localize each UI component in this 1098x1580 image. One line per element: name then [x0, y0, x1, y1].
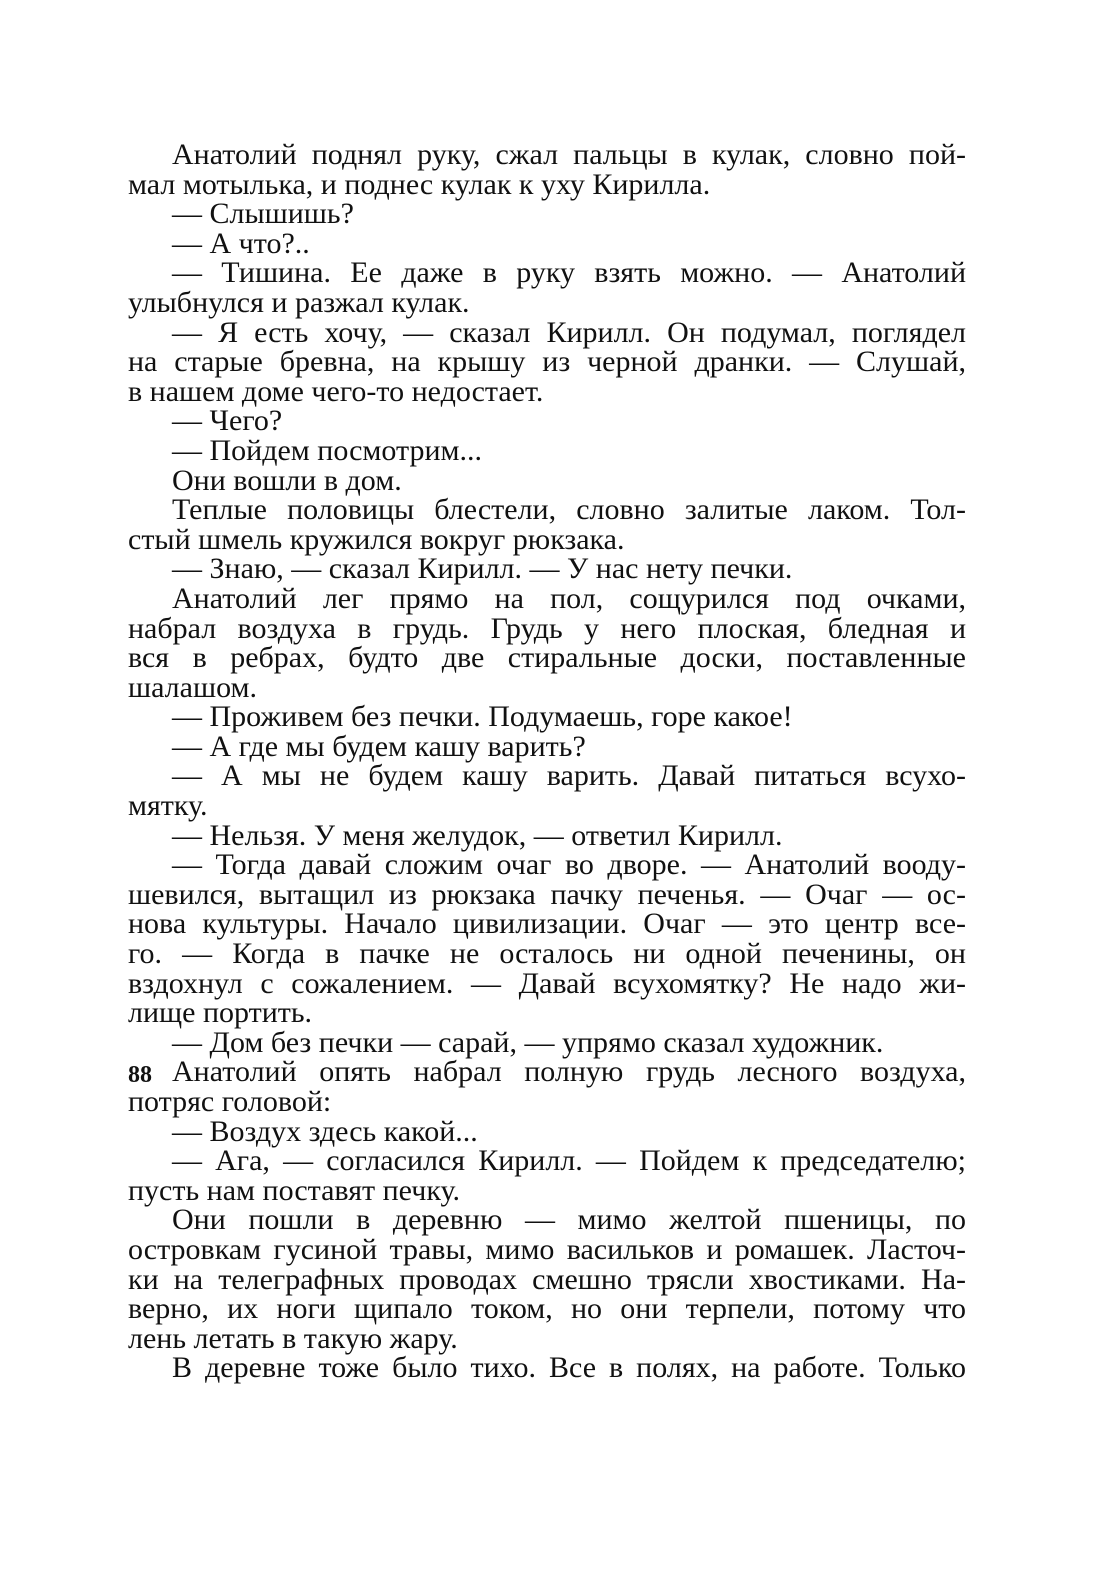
text-line: — А что?..: [172, 226, 310, 260]
text-line: пусть нам поставят печку.: [128, 1173, 460, 1207]
text-line: шевился, вытащил из рюкзака пачку печенья. — Очаг — ос-: [128, 877, 966, 911]
text-line: в нашем доме чего-то недостает.: [128, 374, 544, 408]
text-line: набрал воздуха в грудь. Грудь у него плоская, бледная и: [128, 611, 966, 645]
text-line: — Дом без печки — сарай, — упрямо сказал художник.: [172, 1025, 884, 1059]
text-line: островкам гусиной травы, мимо васильков и ромашек. Ласточ-: [128, 1232, 966, 1266]
text-line: нова культуры. Начало цивилизации. Очаг — это центр все-: [128, 907, 966, 941]
text-line: — Тогда давай сложим очаг во дворе. — Анатолий вооду-: [172, 848, 966, 882]
text-line: верно, их ноги щипало током, но они терпели, потому что: [128, 1292, 966, 1326]
text-line: улыбнулся и разжал кулак.: [128, 285, 470, 319]
text-line: В деревне тоже было тихо. Все в полях, на работе. Только: [172, 1351, 966, 1385]
text-line: — Проживем без печки. Подумаешь, горе какое!: [172, 700, 793, 734]
text-line: мал мотылька, и поднес кулак к уху Кирилла.: [128, 167, 711, 201]
text-line: — Нельзя. У меня желудок, — ответил Кирилл.: [172, 818, 783, 852]
text-line: — Воздух здесь какой...: [172, 1114, 478, 1148]
text-line: го. — Когда в пачке не осталось ни одной печенины, он: [128, 937, 966, 971]
text-line: — А мы не будем кашу варить. Давай питаться всухо-: [172, 759, 966, 793]
text-line: стый шмель кружился вокруг рюкзака.: [128, 522, 625, 556]
text-line: ки на телеграфных проводах смешно трясли хвостиками. На-: [128, 1262, 966, 1296]
text-line: — Знаю, — сказал Кирилл. — У нас нету печки.: [172, 552, 793, 586]
text-line: шалашом.: [128, 670, 257, 704]
text-line: Они вошли в дом.: [172, 463, 402, 497]
text-line: — Ага, — согласился Кирилл. — Пойдем к председателю;: [172, 1144, 966, 1178]
text-line: лень летать в такую жару.: [128, 1321, 458, 1355]
text-line: — Чего?: [172, 404, 283, 438]
page-number: 88: [128, 1062, 152, 1088]
text-line: Анатолий опять набрал полную грудь лесного воздуха,: [172, 1055, 966, 1089]
text-line: вся в ребрах, будто две стиральные доски, поставленные: [128, 641, 966, 675]
text-line: — Тишина. Ее даже в руку взять можно. — Анатолий: [172, 256, 966, 290]
text-line: лище портить.: [128, 996, 313, 1030]
text-line: Анатолий поднял руку, сжал пальцы в кулак, словно пой-: [172, 138, 966, 171]
text-line: Теплые половицы блестели, словно залитые лаком. Тол-: [172, 493, 966, 527]
text-line: вздохнул с сожалением. — Давай всухомятку? Не надо жи-: [128, 966, 966, 1000]
text-line: — А где мы будем кашу варить?: [172, 729, 586, 763]
text-line: — Слышишь?: [172, 197, 354, 231]
text-line: Они пошли в деревню — мимо желтой пшеницы, по: [172, 1203, 966, 1237]
text-line: на старые бревна, на крышу из черной дранки. — Слушай,: [128, 345, 966, 379]
text-line: Анатолий лег прямо на пол, сощурился под очками,: [172, 581, 966, 615]
body-text: [128, 140, 966, 1383]
text-line: мятку.: [128, 789, 208, 823]
text-line: — Я есть хочу, — сказал Кирилл. Он подумал, поглядел: [172, 315, 966, 349]
text-line: — Пойдем посмотрим...: [172, 433, 483, 467]
text-line: потряс головой:: [128, 1085, 332, 1118]
